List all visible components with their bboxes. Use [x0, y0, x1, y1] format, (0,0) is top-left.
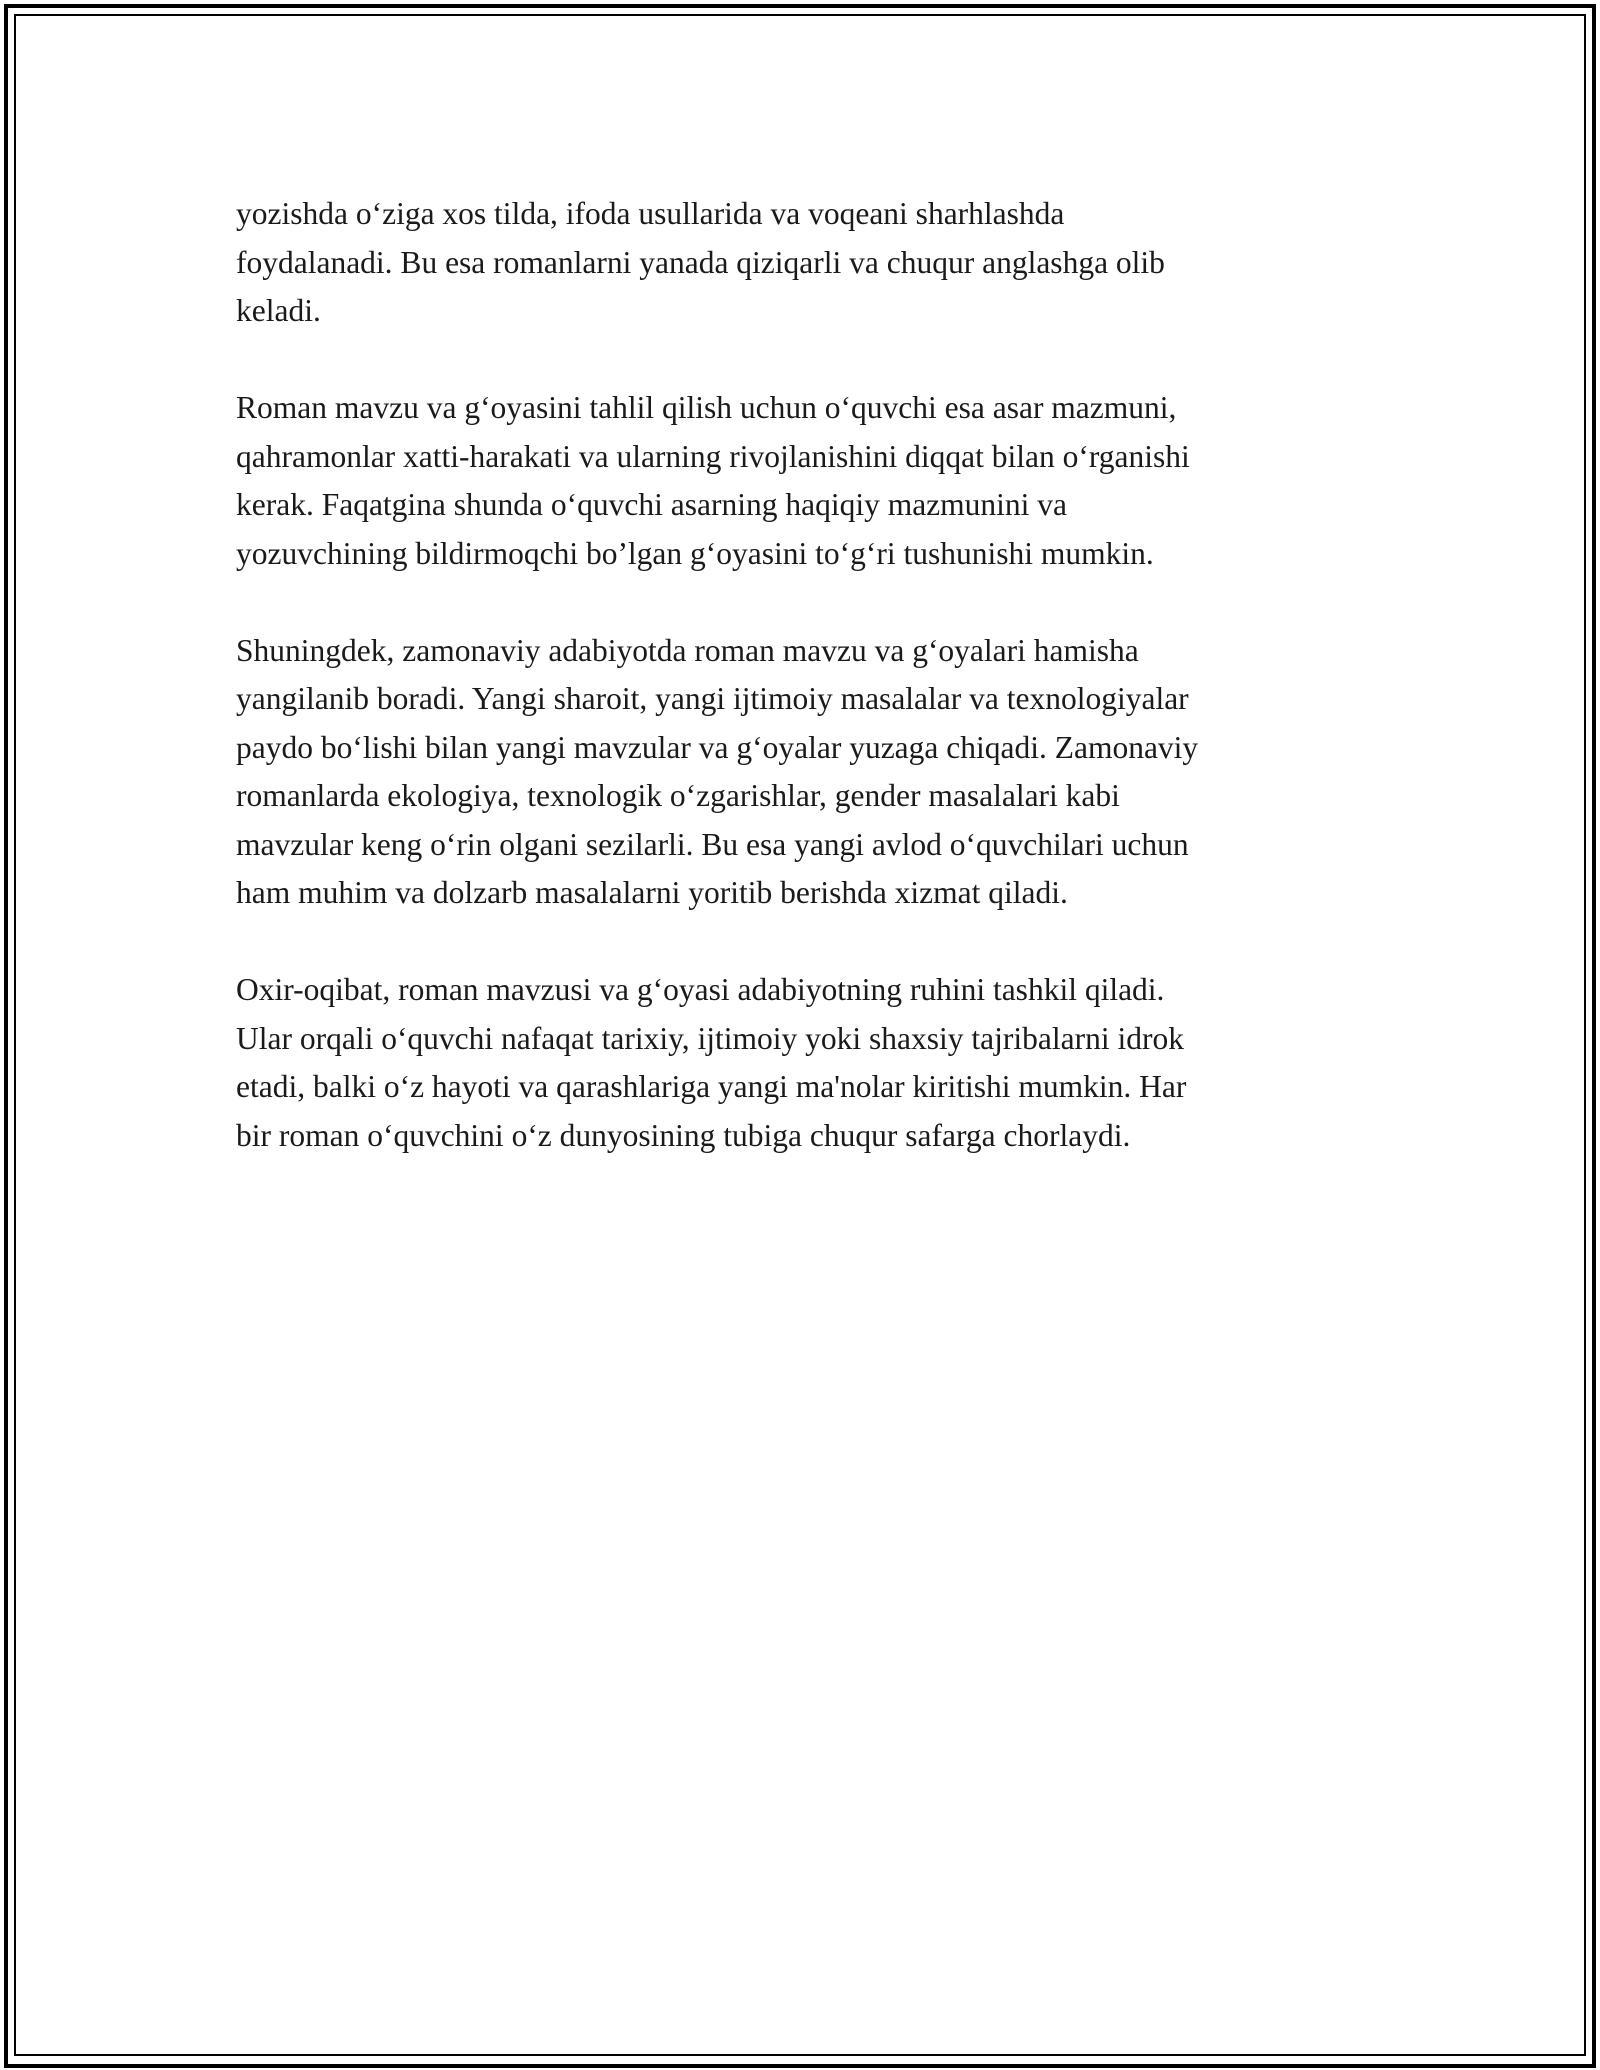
document-body	[236, 190, 1376, 1209]
paragraph-line: mavzular keng o‘rin olgani sezilarli. Bu esa yangi avlod o‘quvchilari uchun	[236, 826, 1189, 862]
paragraph-2	[236, 384, 1376, 578]
paragraph-line: Shuningdek, zamonaviy adabiyotda roman mavzu va g‘oyalari hamisha	[236, 632, 1139, 668]
paragraph-line: yozuvchining bildirmoqchi bo’lgan g‘oyasini to‘g‘ri tushunishi mumkin.	[236, 535, 1154, 571]
paragraph-3	[236, 627, 1376, 918]
paragraph-line: qahramonlar xatti-harakati va ularning rivojlanishini diqqat bilan o‘rganishi	[236, 438, 1190, 474]
paragraph-1	[236, 190, 1376, 336]
paragraph-line: Ular orqali o‘quvchi nafaqat tarixiy, ijtimoiy yoki shaxsiy tajribalarni idrok	[236, 1020, 1184, 1056]
paragraph-line: Oxir-oqibat, roman mavzusi va g‘oyasi adabiyotning ruhini tashkil qiladi.	[236, 972, 1165, 1007]
paragraph-line: kerak. Faqatgina shunda o‘quvchi asarning haqiqiy mazmunini va	[236, 487, 1068, 522]
paragraph-4	[236, 966, 1376, 1160]
paragraph-line: bir roman o‘quvchini o‘z dunyosining tubiga chuqur safarga chorlaydi.	[236, 1117, 1131, 1153]
paragraph-line: romanlarda ekologiya, texnologik o‘zgarishlar, gender masalalari kabi	[236, 778, 1120, 813]
paragraph-line: yangilanib boradi. Yangi sharoit, yangi ijtimoiy masalalar va texnologiyalar	[236, 681, 1189, 716]
paragraph-line: foydalanadi. Bu esa romanlarni yanada qiziqarli va chuqur anglashga olib	[236, 244, 1165, 280]
paragraph-line: paydo bo‘lishi bilan yangi mavzular va g‘oyalar yuzaga chiqadi. Zamonaviy	[236, 729, 1199, 765]
paragraph-line: Roman mavzu va g‘oyasini tahlil qilish uchun o‘quvchi esa asar mazmuni,	[236, 390, 1177, 425]
paragraph-line: keladi.	[236, 293, 321, 328]
paragraph-line: etadi, balki o‘z hayoti va qarashlariga yangi ma'nolar kiritishi mumkin. Har	[236, 1069, 1187, 1104]
paragraph-line: ham muhim va dolzarb masalalarni yoritib berishda xizmat qiladi.	[236, 875, 1068, 910]
paragraph-line: yozishda o‘ziga xos tilda, ifoda usullarida va voqeani sharhlashda	[236, 196, 1065, 231]
